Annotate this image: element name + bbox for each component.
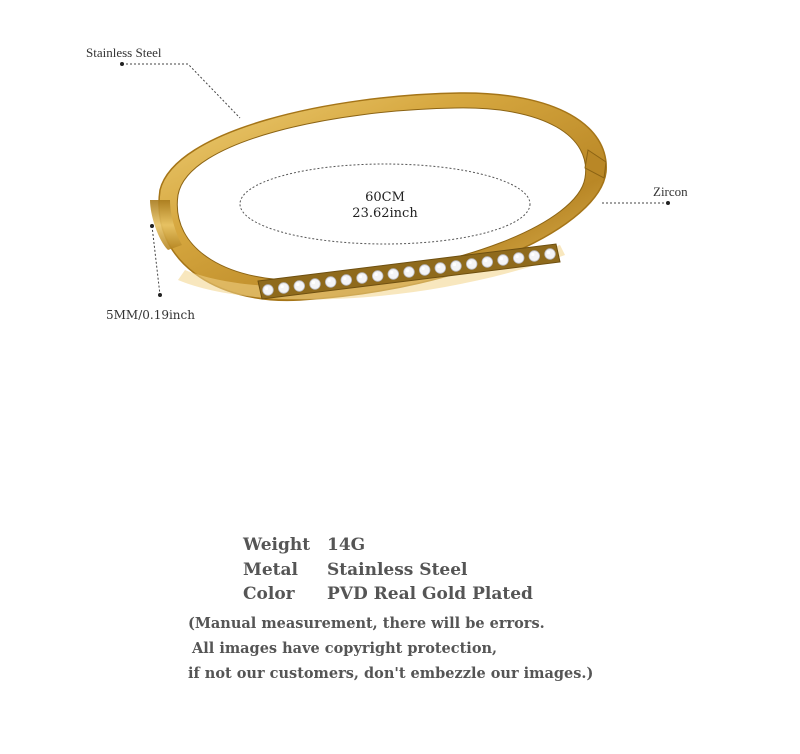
leader-dot-steel: [120, 62, 124, 66]
spec-value: 14G: [327, 535, 366, 556]
zircon-stone: [419, 265, 430, 276]
zircon-sparkle: [453, 263, 456, 266]
spec-value: Stainless Steel: [327, 559, 468, 580]
leader-dot-width-bottom: [158, 293, 162, 297]
spec-value: PVD Real Gold Plated: [327, 584, 533, 605]
zircon-stone: [498, 255, 509, 266]
zircon-sparkle: [328, 279, 331, 282]
zircon-sparkle: [281, 285, 284, 288]
leader-dot-zircon: [666, 201, 670, 205]
disclaimer-line: All images have copyright protection,: [192, 640, 498, 657]
zircon-stone: [341, 275, 352, 286]
spec-key: Weight: [243, 535, 311, 556]
zircon-sparkle: [547, 251, 550, 254]
zircon-stone: [278, 283, 289, 294]
disclaimer-line: (Manual measurement, there will be errors.: [188, 615, 545, 632]
spec-table: [243, 533, 533, 607]
disclaimer-line: if not our customers, don't embezzle our images.): [188, 665, 594, 682]
disclaimer: [188, 611, 593, 686]
zircon-stone: [482, 257, 493, 268]
spec-key: Color: [243, 584, 295, 605]
zircon-stone: [388, 269, 399, 280]
zircon-sparkle: [359, 275, 362, 278]
circumference-cm: 60CM: [365, 190, 405, 205]
leader-dot-width-top: [150, 224, 154, 228]
spec-row-weight: [243, 533, 533, 558]
zircon-sparkle: [375, 273, 378, 276]
zircon-sparkle: [500, 257, 503, 260]
spec-row-color: [243, 582, 533, 607]
zircon-sparkle: [422, 267, 425, 270]
zircon-sparkle: [437, 265, 440, 268]
zircon-stone: [404, 267, 415, 278]
zircon-stone: [451, 261, 462, 272]
circumference-inch: 23.62inch: [352, 206, 418, 221]
spec-key: Metal: [243, 559, 298, 580]
zircon-sparkle: [265, 287, 268, 290]
zircon-stone: [310, 279, 321, 290]
zircon-sparkle: [312, 281, 315, 284]
zircon-stone: [357, 273, 368, 284]
zircon-stone: [466, 259, 477, 270]
callout-width: 5MM/0.19inch: [106, 308, 195, 322]
zircon-stone: [372, 271, 383, 282]
zircon-sparkle: [516, 255, 519, 258]
zircon-sparkle: [469, 261, 472, 264]
zircon-sparkle: [531, 253, 534, 256]
zircon-stone: [294, 281, 305, 292]
spec-row-metal: [243, 558, 533, 583]
zircon-sparkle: [343, 277, 346, 280]
zircon-stone: [435, 263, 446, 274]
callout-circumference: [300, 190, 470, 222]
zircon-stone: [263, 285, 274, 296]
callout-stone: Zircon: [653, 184, 688, 199]
zircon-stone: [545, 249, 556, 260]
zircon-sparkle: [406, 269, 409, 272]
callout-material: Stainless Steel: [86, 45, 162, 60]
zircon-stone: [513, 253, 524, 264]
zircon-stone: [325, 277, 336, 288]
zircon-sparkle: [390, 271, 393, 274]
zircon-sparkle: [296, 283, 299, 286]
zircon-stone: [529, 251, 540, 262]
zircon-sparkle: [484, 259, 487, 262]
